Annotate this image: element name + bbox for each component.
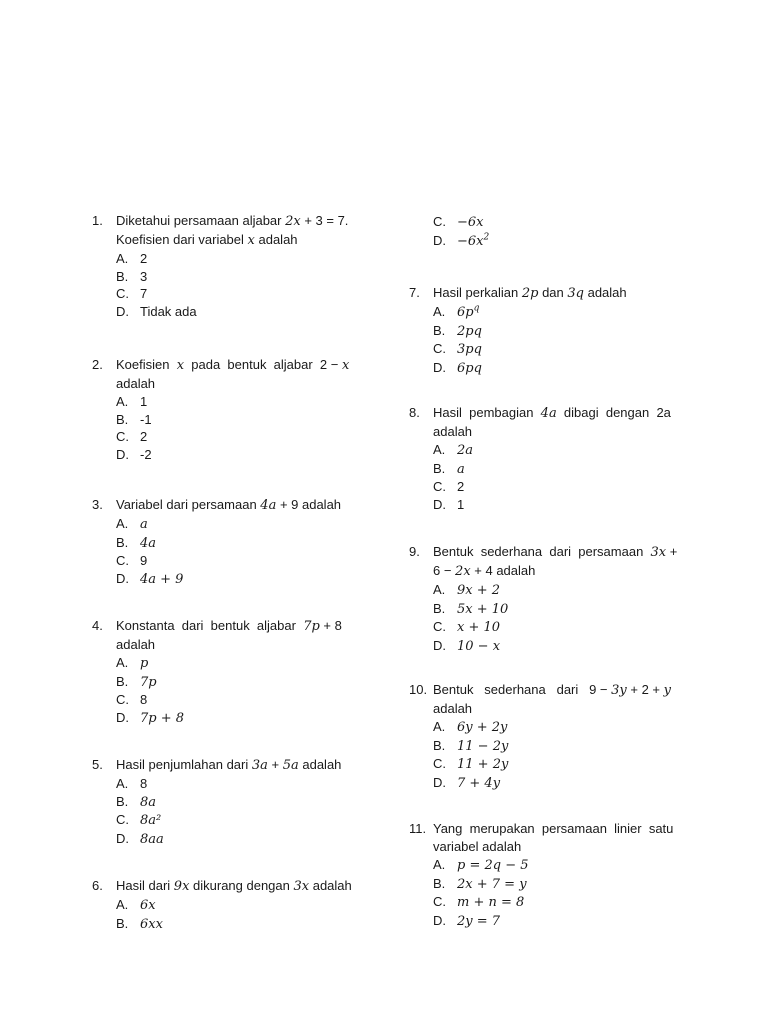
question-2-line-1: 2. Koefisien x pada bentuk aljabar 2 − x: [92, 357, 350, 373]
option-b[interactable]: B. 2pq: [433, 322, 482, 339]
option-c[interactable]: C. 2: [433, 479, 465, 494]
question-11: [409, 820, 679, 930]
question-9: [409, 543, 679, 655]
option-c[interactable]: C. 11 + 2y: [433, 756, 509, 772]
question-number: 6.: [92, 878, 103, 893]
option-b[interactable]: B. 8a: [116, 793, 157, 810]
question-number: 10.: [409, 682, 428, 697]
question-4-line-1: 4. Konstanta dari bentuk aljabar 7p + 8: [92, 618, 342, 634]
option-a[interactable]: A. 8: [116, 776, 148, 791]
option-c[interactable]: C. 8a²: [116, 812, 162, 828]
question-4-line-2: adalah: [116, 637, 156, 652]
option-b[interactable]: B. 4a: [116, 534, 157, 551]
option-b[interactable]: B. 7p: [116, 673, 157, 690]
option-a[interactable]: A. 2: [116, 251, 148, 266]
question-9-line-2: 6 − 2x + 4 adalah: [433, 563, 536, 579]
option-a[interactable]: A. a: [116, 516, 148, 532]
question-number: 8.: [409, 405, 420, 420]
question-number: 5.: [92, 757, 103, 772]
question-6-continued: [409, 213, 679, 250]
option-d[interactable]: D. 8aa: [116, 830, 164, 847]
question-10: [409, 681, 679, 792]
question-1-line-1: 1. Diketahui persamaan aljabar 2x + 3 = 7.: [92, 213, 349, 229]
option-a[interactable]: A. p: [116, 655, 149, 671]
question-8: [409, 404, 679, 513]
question-number: 2.: [92, 357, 103, 372]
option-c[interactable]: C. 9: [116, 553, 148, 568]
question-5-line-1: 5. Hasil penjumlahan dari 3a + 5a adalah: [92, 757, 342, 773]
question-3-line-1: 3. Variabel dari persamaan 4a + 9 adalah: [92, 497, 342, 513]
question-number: 3.: [92, 497, 103, 512]
option-d[interactable]: D. Tidak ada: [116, 303, 197, 319]
option-d[interactable]: D. 7p + 8: [116, 709, 185, 726]
question-number: 11.: [409, 821, 427, 836]
question-3: [92, 496, 362, 588]
option-b[interactable]: B. 2x + 7 = y: [433, 875, 527, 892]
question-4: [92, 617, 362, 727]
option-b[interactable]: B. a: [433, 460, 465, 477]
question-9-line-1: 9. Bentuk sederhana dari persamaan 3x +: [409, 544, 678, 560]
question-7: [409, 284, 679, 377]
option-b[interactable]: B. 11 − 2y: [433, 737, 509, 754]
question-number: 7.: [409, 285, 420, 300]
question-7-line-1: 7. Hasil perkalian 2p dan 3q adalah: [409, 285, 627, 301]
option-c[interactable]: C. x + 10: [433, 619, 501, 635]
option-c[interactable]: C. 2: [116, 429, 148, 444]
question-2-line-2: adalah: [116, 376, 156, 391]
question-number: 9.: [409, 544, 420, 559]
option-c[interactable]: C. 7: [116, 286, 148, 301]
option-c[interactable]: C. m + n = 8: [433, 894, 525, 910]
option-c[interactable]: C. 8: [116, 692, 148, 707]
option-a[interactable]: A. p = 2q − 5: [433, 857, 529, 873]
option-d[interactable]: D. -2: [116, 446, 152, 462]
option-b[interactable]: B. -1: [116, 411, 152, 427]
option-b[interactable]: B. 5x + 10: [433, 600, 509, 617]
question-10-line-2: adalah: [433, 701, 473, 716]
option-d[interactable]: D. 1: [433, 496, 465, 512]
option-a[interactable]: A. 9x + 2: [433, 582, 501, 598]
question-8-line-2: adalah: [433, 424, 473, 439]
option-a[interactable]: A. $6p^q$: [433, 303, 480, 320]
question-number: 4.: [92, 618, 103, 633]
question-1-line-2: Koefisien dari variabel x adalah: [116, 232, 298, 248]
option-d[interactable]: D. 6pq: [433, 359, 482, 376]
option-a[interactable]: A. 6y + 2y: [433, 719, 508, 735]
option-d[interactable]: D. 10 − x: [433, 637, 501, 654]
question-5: [92, 756, 362, 848]
option-d[interactable]: D. 4a + 9: [116, 570, 184, 587]
option-a[interactable]: A. 2a: [433, 442, 474, 458]
question-10-line-1: 10. Bentuk sederhana dari 9 − 3y + 2 + y: [409, 682, 671, 698]
option-c[interactable]: C. 3pq: [433, 341, 482, 357]
option-d[interactable]: D. 2y = 7: [433, 912, 501, 929]
question-6: [92, 877, 362, 933]
option-c[interactable]: C. −6x: [433, 214, 484, 230]
question-number: 1.: [92, 213, 103, 228]
option-a[interactable]: A. 1: [116, 394, 148, 409]
question-11-line-1: 11. Yang merupakan persamaan linier satu: [409, 821, 674, 836]
question-6-line-1: 6. Hasil dari 9x dikurang dengan 3x adalah: [92, 878, 352, 894]
question-2: [92, 356, 362, 463]
question-1: [92, 212, 362, 320]
option-d[interactable]: D. $-6x^2$: [433, 232, 490, 249]
option-b[interactable]: B. 3: [116, 268, 148, 284]
question-8-line-1: 8. Hasil pembagian 4a dibagi dengan 2a: [409, 405, 671, 421]
question-11-line-2: variabel adalah: [433, 839, 522, 854]
option-b[interactable]: B. 6xx: [116, 915, 163, 932]
option-a[interactable]: A. 6x: [116, 897, 156, 913]
option-d[interactable]: D. 7 + 4y: [433, 774, 501, 791]
